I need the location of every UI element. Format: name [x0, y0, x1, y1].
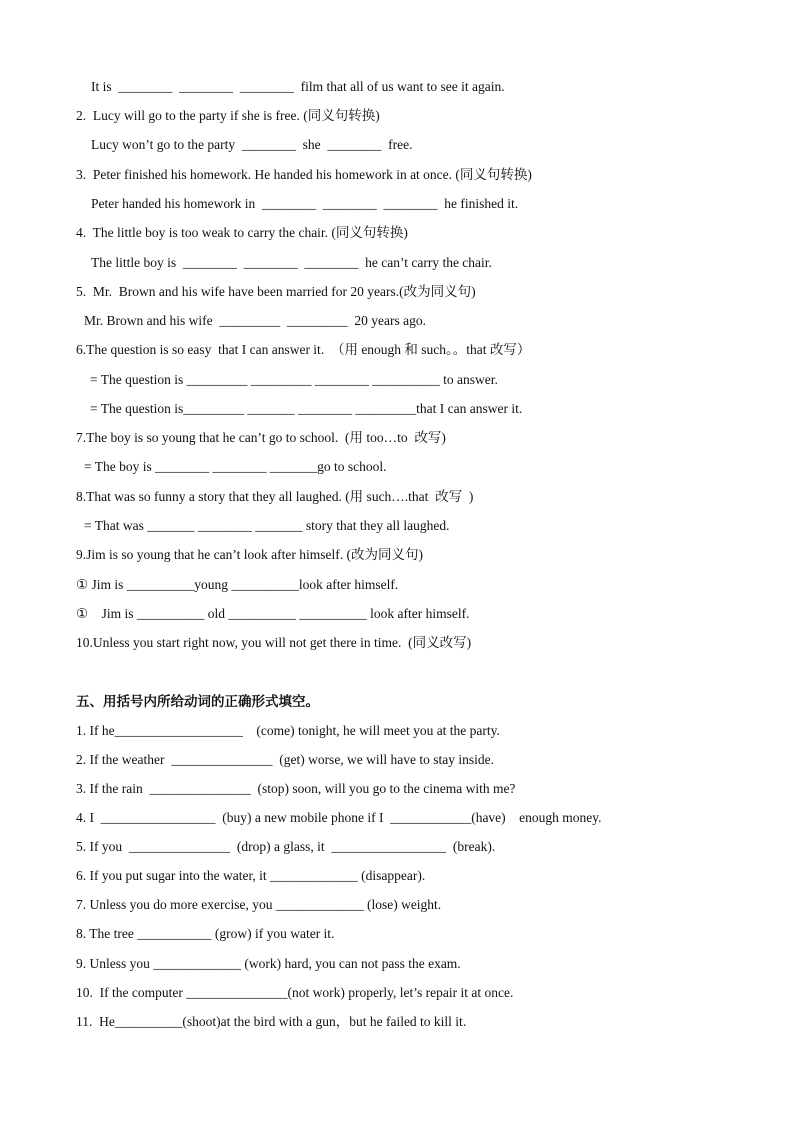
exercise-line: 10. If the computer _______________(not work) properly, let’s repair it at once.	[76, 985, 514, 1000]
exercise-line: = The question is_________ _______ ________ _________that I can answer it.	[90, 401, 523, 416]
exercise-line: Lucy won’t go to the party ________ she ________ free.	[91, 137, 413, 152]
exercise-line: 3. If the rain _______________ (stop) soon, will you go to the cinema with me?	[76, 781, 516, 796]
exercise-line: 1. If he___________________ (come) tonight, he will meet you at the party.	[76, 723, 500, 738]
exercise-line: 6. If you put sugar into the water, it _____________ (disappear).	[76, 868, 426, 883]
exercise-line: The little boy is ________ ________ ________ he can’t carry the chair.	[91, 255, 492, 270]
exercise-line: 9. Unless you _____________ (work) hard, you can not pass the exam.	[76, 956, 461, 971]
exercise-line: 8.That was so funny a story that they all laughed. (用 such….that 改写 )	[76, 489, 474, 504]
exercise-line: 8. The tree ___________ (grow) if you water it.	[76, 926, 335, 941]
exercise-line: 10.Unless you start right now, you will not get there in time. (同义改写)	[76, 635, 472, 650]
exercise-line: ① Jim is __________young __________look after himself.	[76, 577, 399, 592]
exercise-line: = The question is _________ _________ ________ __________ to answer.	[90, 372, 498, 387]
exercise-line: 3. Peter finished his homework. He handed his homework in at once. (同义句转换)	[76, 167, 532, 182]
exercise-line: 4. I _________________ (buy) a new mobile phone if I ____________(have) enough money.	[76, 810, 602, 825]
exercise-line: = That was _______ ________ _______ story that they all laughed.	[84, 518, 450, 533]
exercise-line: 11. He__________(shoot)at the bird with a gun，but he failed to kill it.	[76, 1014, 467, 1029]
exercise-line: Mr. Brown and his wife _________ _________ 20 years ago.	[84, 313, 426, 328]
exercise-line: 2. If the weather _______________ (get) worse, we will have to stay inside.	[76, 752, 495, 767]
exercise-line: = The boy is ________ ________ _______go to school.	[84, 459, 387, 474]
exercise-line: 6.The question is so easy that I can answer it. （用 enough 和 such。。that 改写）	[76, 342, 531, 357]
exercise-line: 7.The boy is so young that he can’t go to school. (用 too…to 改写)	[76, 430, 446, 445]
exercise-line: 4. The little boy is too weak to carry the chair. (同义句转换)	[76, 225, 408, 240]
exercise-line: It is ________ ________ ________ film that all of us want to see it again.	[91, 79, 505, 94]
section-heading: 五、用括号内所给动词的正确形式填空。	[76, 694, 319, 710]
exercise-line: Peter handed his homework in ________ ________ ________ he finished it.	[91, 196, 519, 211]
exercise-line: ① Jim is __________ old __________ __________ look after himself.	[76, 606, 470, 621]
exercise-line: 5. If you _______________ (drop) a glass, it _________________ (break).	[76, 839, 496, 854]
exercise-line: 9.Jim is so young that he can’t look after himself. (改为同义句)	[76, 547, 423, 562]
exercise-line: 7. Unless you do more exercise, you _____________ (lose) weight.	[76, 897, 442, 912]
exercise-line: 5. Mr. Brown and his wife have been married for 20 years.(改为同义句)	[76, 284, 476, 299]
exercise-line: 2. Lucy will go to the party if she is free. (同义句转换)	[76, 108, 380, 123]
